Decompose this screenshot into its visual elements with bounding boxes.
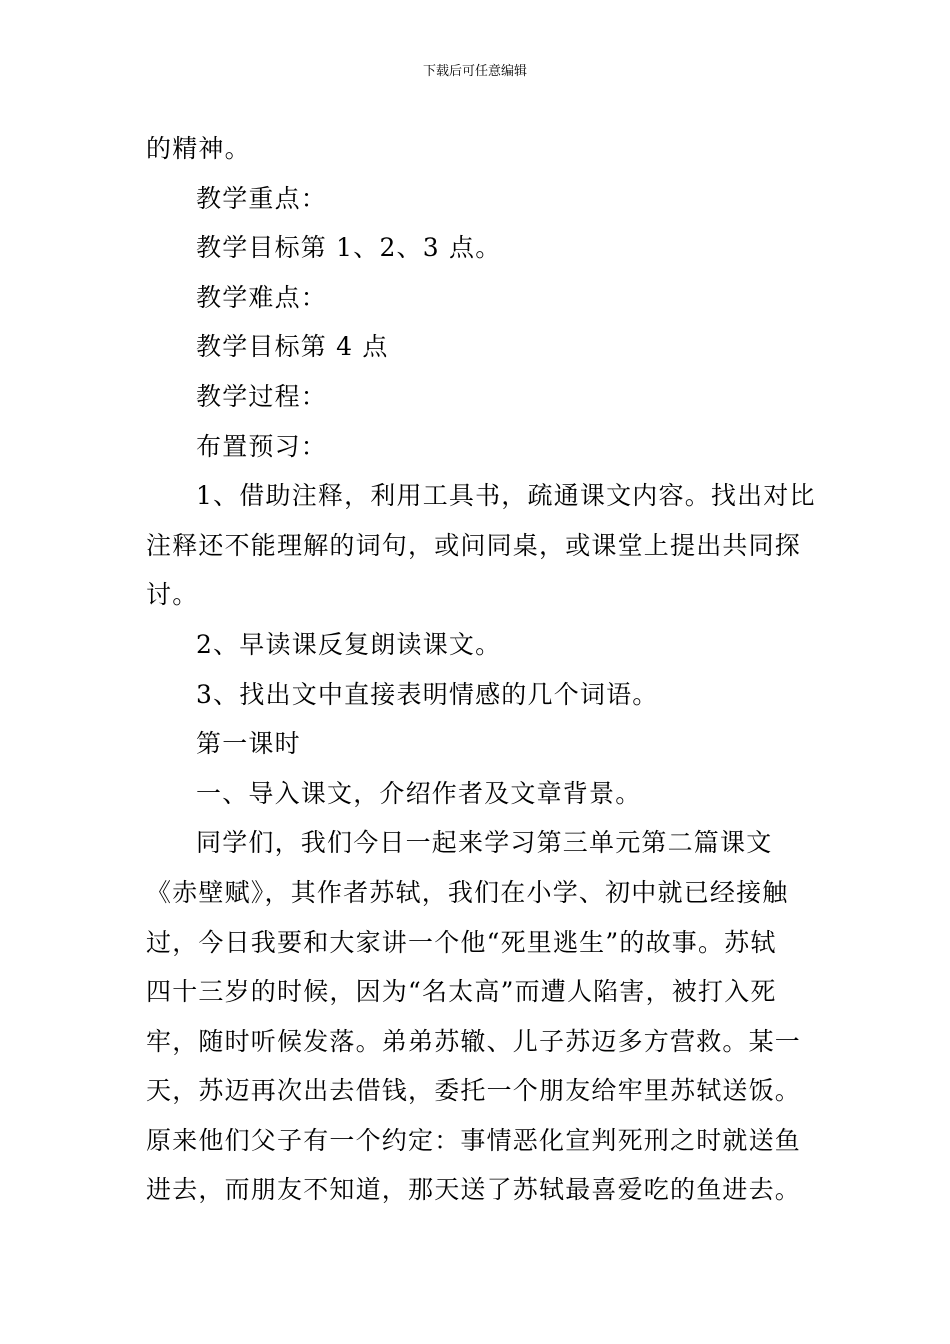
text-line: 教学过程：	[196, 381, 328, 411]
page-header: 下载后可任意编辑	[422, 64, 527, 79]
text-line: 《赤壁赋》，其作者苏轼，我们在小学、初中就已经接触	[146, 877, 789, 907]
text-line: 天，苏迈再次出去借钱，委托一个朋友给牢里苏轼送饭。	[146, 1076, 802, 1106]
text-line: 讨。	[146, 580, 199, 610]
text-line: 2、早读课反复朗读课文。	[196, 629, 502, 659]
text-line: 3、找出文中直接表明情感的几个词语。	[196, 679, 659, 709]
text-line: 教学重点：	[196, 183, 328, 213]
text-line: 第一课时	[196, 729, 301, 759]
text-line: 一、导入课文，介绍作者及文章背景。	[196, 778, 642, 808]
document-body	[146, 124, 816, 1215]
text-line: 过，今日我要和大家讲一个他“死里逃生”的故事。苏轼	[146, 927, 777, 957]
text-line: 原来他们父子有一个约定：事情恶化宣判死刑之时就送鱼	[146, 1125, 802, 1155]
text-line: 教学目标第 1、2、3 点。	[196, 233, 502, 263]
text-line: 1、借助注释，利用工具书，疏通课文内容。找出对比	[196, 481, 816, 511]
text-line: 同学们，我们今日一起来学习第三单元第二篇课文	[196, 828, 773, 858]
text-line: 四十三岁的时候，因为“名太高”而遭人陷害，被打入死	[146, 977, 777, 1007]
text-line: 牢，随时听候发落。弟弟苏辙、儿子苏迈多方营救。某一	[146, 1026, 802, 1056]
text-line: 的精神。	[146, 134, 251, 163]
text-line: 教学难点：	[196, 282, 328, 312]
text-line: 进去，而朋友不知道，那天送了苏轼最喜爱吃的鱼进去。	[146, 1175, 802, 1205]
text-line: 布置预习：	[196, 431, 328, 461]
text-line: 教学目标第 4 点	[196, 332, 389, 362]
text-line: 注释还不能理解的词句，或问同桌，或课堂上提出共同探	[146, 530, 802, 560]
